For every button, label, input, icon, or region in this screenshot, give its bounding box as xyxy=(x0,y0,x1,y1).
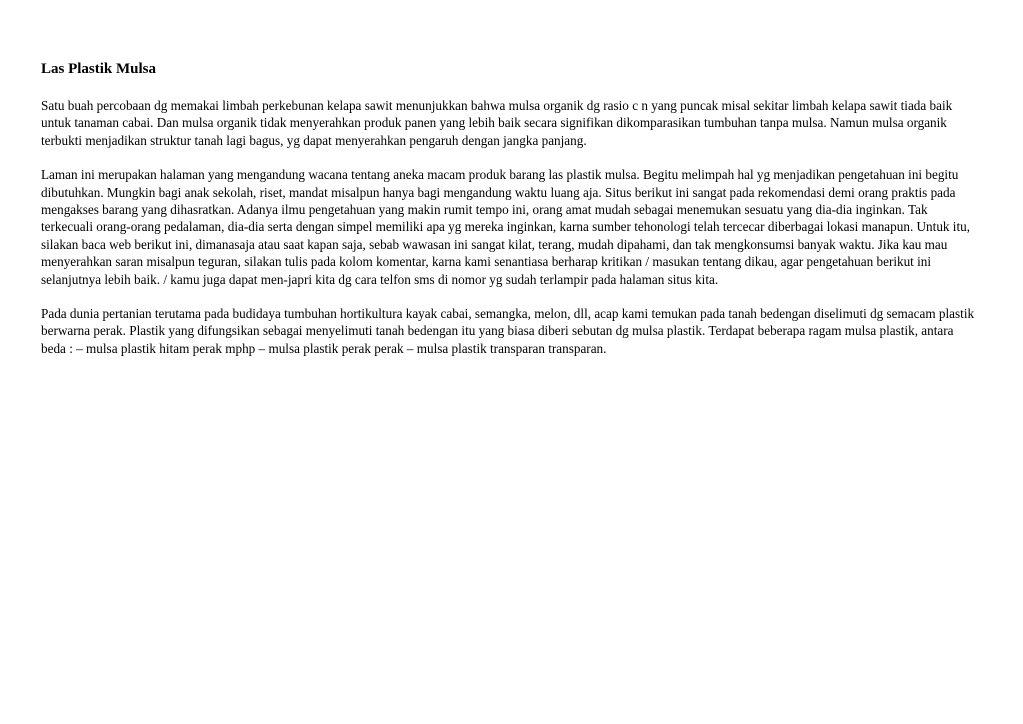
page-title: Las Plastik Mulsa xyxy=(41,61,157,77)
paragraph-plastic-mulch: Pada dunia pertanian terutama pada budidaya tumbuhan hortikultura kayak cabai, semangka, melon, dll, acap kami temukan pada tanah bedengan diselimuti dg semacam plastik berwarna perak. Plastik yang difungsikan sebagai menyelimuti tanah bedengan itu yang biasa diberi sebutan dg mulsa plastik. Terdapat beberapa ragam mulsa plastik, antara beda : – mulsa plastik hitam perak mphp – mulsa plastik perak perak – mulsa plastik transparan transparan. xyxy=(41,306,975,356)
document-page xyxy=(41,60,981,374)
paragraph-intro: Satu buah percobaan dg memakai limbah perkebunan kelapa sawit menunjukkan bahwa mulsa organik dg rasio c n yang puncak misal sekitar limbah kelapa sawit tiada baik untuk tanaman cabai. Dan mulsa organik tidak menyerahkan produk panen yang lebih baik secara signifikan dikomparasikan tumbuhan tanpa mulsa. Namun mulsa organik terbukti menjadikan struktur tanah lagi bagus, yg dapat menyerahkan pengaruh dengan jangka panjang. xyxy=(41,98,953,148)
paragraph-about-page: Laman ini merupakan halaman yang mengandung wacana tentang aneka macam produk barang las plastik mulsa. Begitu melimpah hal yg menjadikan pengetahuan ini begitu dibutuhkan. Mungkin bagi anak sekolah, riset, mandat misalpun hanya bagi mengandung waktu luang aja. Situs berikut ini sangat pada rekomendasi demi orang praktis pada mengakses barang yang dihasratkan. Adanya ilmu pengetahuan yang makin rumit tempo ini, orang amat mudah sebagai menemukan sesuatu yang dia-dia inginkan. Tak terkecuali orang-orang pedalaman, dia-dia serta dengan simpel memiliki apa yg mereka inginkan, karna sumber tehonologi telah tercecar diberbagai lokasi manapun. Untuk itu, silakan baca web berikut ini, dimanasaja atau saat kapan saja, sebab wawasan ini sangat kilat, terang, mudah dipahami, dan tak mengkonsumsi banyak waktu. Jika kau mau menyerahkan saran misalpun teguran, silakan tulis pada kolom komentar, karna kami senantiasa berharap kritikan / masukan tentang dikau, agar pengetahuan berikut ini selanjutnya lebih baik. / kamu juga dapat men-japri kita dg cara telfon sms di nomor yg sudah terlampir pada halaman situs kita. xyxy=(41,167,971,287)
